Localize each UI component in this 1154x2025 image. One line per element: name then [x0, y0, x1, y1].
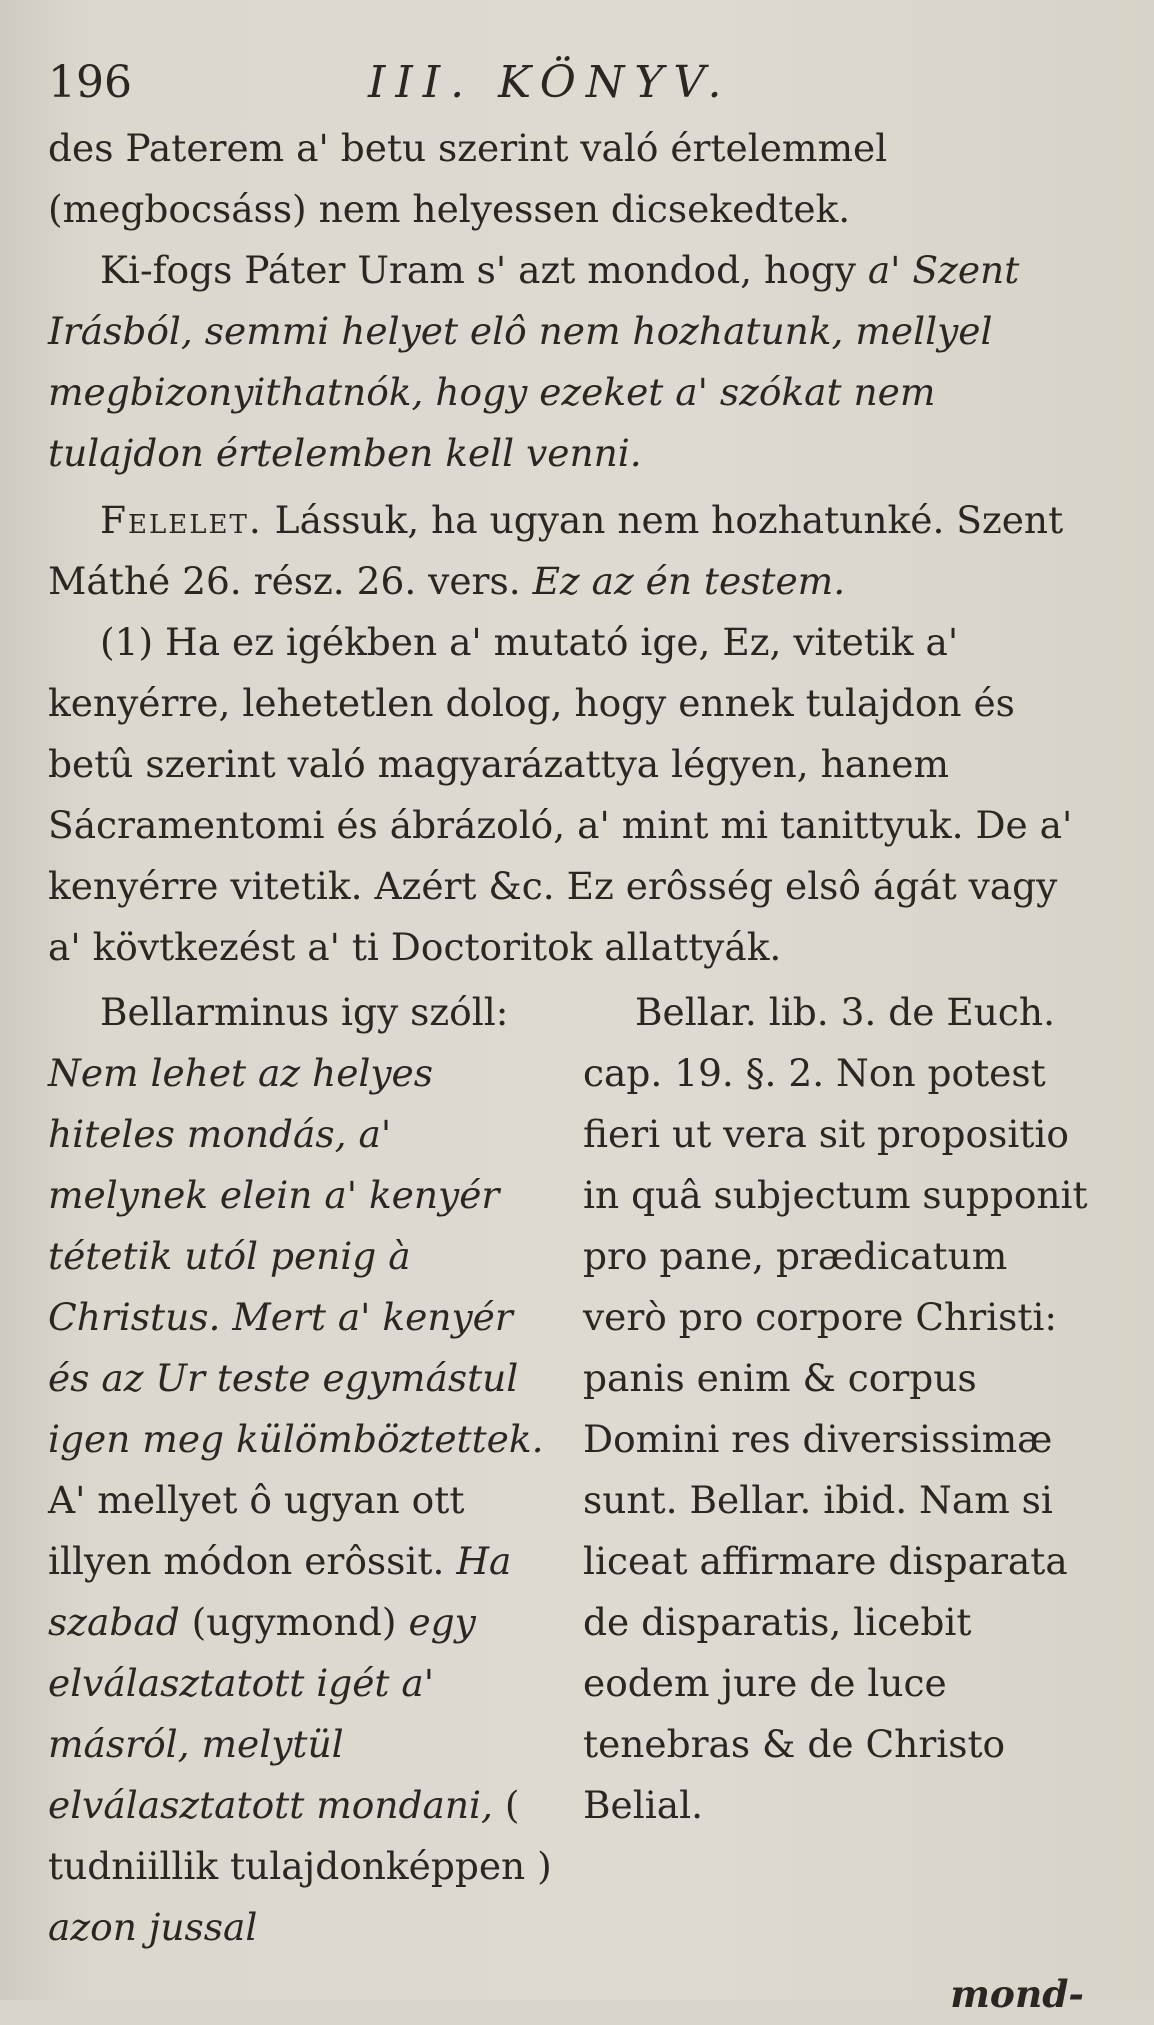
text-block — [48, 52, 1088, 2025]
running-head: III. KÖNYV. — [368, 57, 732, 108]
paragraph-2-italic: a' Szent Irásból, semmi helyet elô nem hozhatunk, mellyel megbizonyithatnók, hogy ezeket a' szókat nem tulajdon értelemben kell venni. — [48, 248, 1020, 475]
page-number: 196 — [48, 57, 132, 108]
left-paren: (ugymond) — [179, 1600, 409, 1644]
left-column — [48, 982, 553, 1958]
bellarminus-quote: Nem lehet az helyes hiteles mondás, a' melynek elein a' kenyér tétetik utól penig à Christus. Mert a' kenyér és az Ur teste egymástul igen meg külömböztettek. — [48, 1051, 544, 1461]
paragraph-3 — [48, 490, 1088, 612]
paragraph-3-roman: Lássuk, ha ugyan nem hozhatunké. Szent Máthé 26. rész. 26. vers. — [48, 498, 1064, 603]
paragraph-2-roman: Ki-fogs Páter Uram s' azt mondod, hogy — [100, 248, 868, 292]
latin-citation: Bellar. lib. 3. de Euch. cap. 19. §. 2. Non potest fieri ut vera sit propositio in quâ subjectum supponit pro pane, prædicatum verò pro corpore Christi: panis enim & corpus Domini res diversissimæ sunt. Bellar. ibid. Nam si liceat affirmare disparata de disparatis, licebit eodem jure de luce tenebras & de Christo Belial. — [583, 990, 1088, 1827]
left-quote-3: egy elválasztatott igét a' másról, melytül elválasztatott mondani, — [48, 1600, 493, 1827]
left-paren-2: ( tudniillik tulajdonképpen ) — [48, 1783, 552, 1888]
paragraph-1: des Paterem a' betu szerint való értelemmel (megbocsáss) nem helyessen dicsekedtek. — [48, 126, 888, 231]
right-column — [583, 982, 1088, 1958]
paragraph-3-italic: Ez az én testem. — [532, 559, 846, 603]
left-follow: A' mellyet ô ugyan ott illyen módon erôssit. — [48, 1478, 465, 1583]
two-column-section — [48, 982, 1088, 1958]
left-quote-2: Ha szabad — [48, 1539, 512, 1644]
paragraph-2 — [48, 240, 1088, 484]
left-column-text — [48, 982, 553, 1958]
catchword: mond- — [950, 1972, 1084, 2016]
page-header — [48, 52, 1088, 118]
bellarminus-intro: Bellarminus igy szóll: — [100, 990, 509, 1034]
left-quote-4: azon jussal — [48, 1905, 258, 1949]
felelet-label: Felelet. — [100, 498, 263, 542]
paragraph-4: (1) Ha ez igékben a' mutató ige, Ez, vitetik a' kenyérre, lehetetlen dolog, hogy ennek tulajdon és betû szerint való magyarázattya légyen, hanem Sácramentomi és ábrázoló, a' mint mi tanittyuk. De a' kenyérre vitetik. Azért &c. Ez erôsség elsô ágát vagy a' kövtkezést a' ti Doctoritok allattyák. — [48, 620, 1073, 969]
